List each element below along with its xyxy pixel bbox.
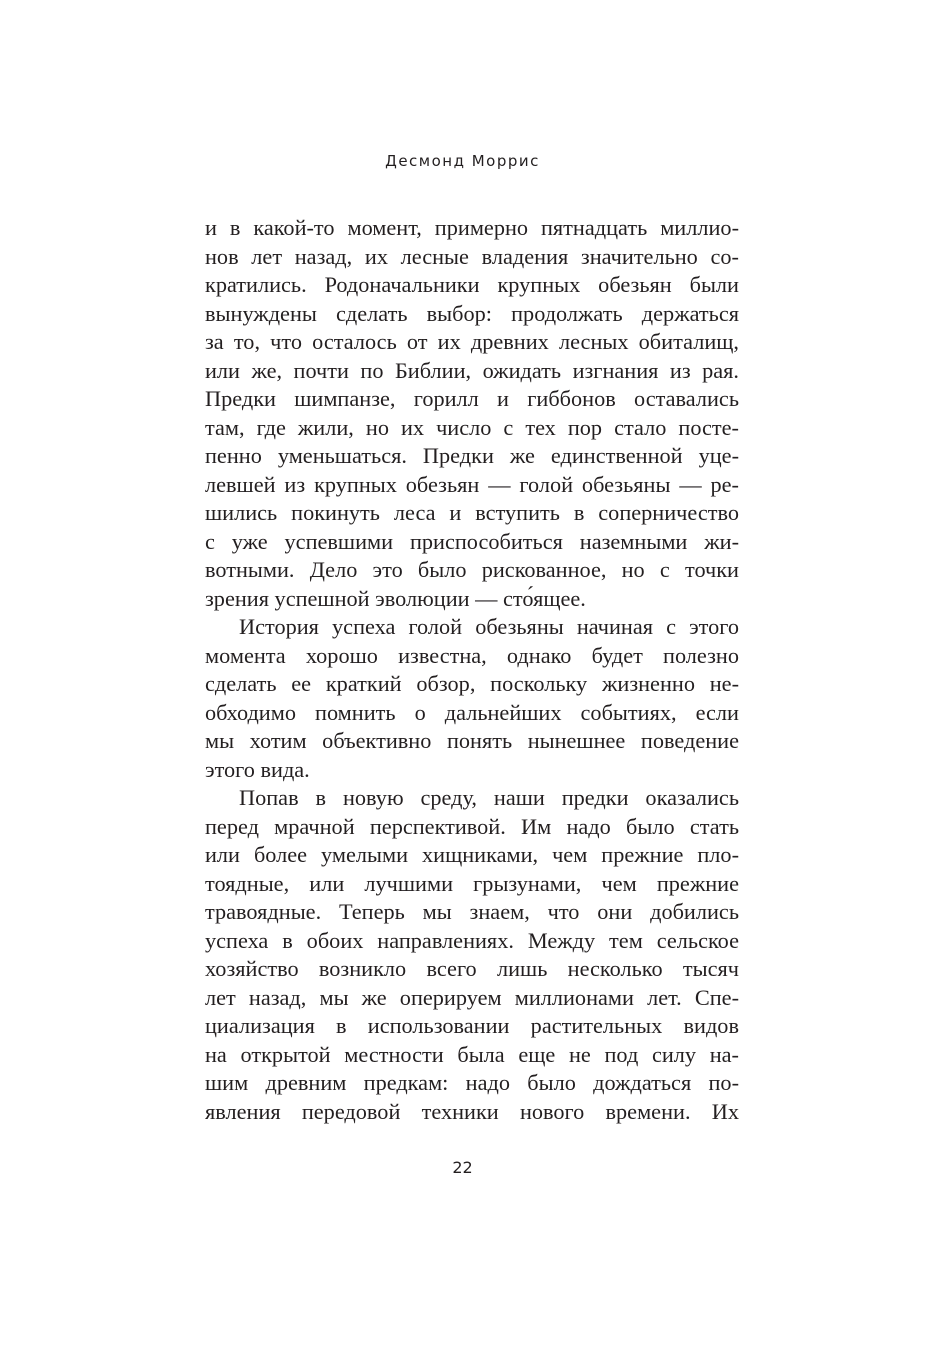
text-line: перед мрачной перспективой. Им надо было стать xyxy=(205,813,739,839)
text-line: мы хотим объективно понять нынешнее поведение xyxy=(205,728,739,753)
text-line: за то, что осталось от их древних лесных обиталищ, xyxy=(205,329,739,354)
text-line: явления передовой техники нового времени. Их xyxy=(205,1098,739,1124)
text-line: момента хорошо известна, однако будет полезно xyxy=(205,642,739,668)
text-line: тоядные, или лучшими грызунами, чем прежние xyxy=(205,870,739,896)
text-line: сделать ее краткий обзор, поскольку жизненно не- xyxy=(205,671,739,696)
text-line: вынуждены сделать выбор: продолжать держаться xyxy=(205,300,739,326)
body-text xyxy=(205,214,739,1126)
text-line: и в какой-то момент, примерно пятнадцать миллио- xyxy=(205,215,739,240)
text-line: шим древним предкам: надо было дождаться по- xyxy=(205,1070,739,1095)
text-line: Предки шимпанзе, горилл и гиббонов оставались xyxy=(205,386,739,411)
text-line: этого вида. xyxy=(205,756,310,782)
text-line: пенно уменьшаться. Предки же единственной уце- xyxy=(205,443,739,468)
text-line: успеха в обоих направлениях. Между тем сельское xyxy=(205,927,739,953)
text-line: вотными. Дело это было рискованное, но с точки xyxy=(205,557,739,582)
text-line: там, где жили, но их число с тех пор стало посте- xyxy=(205,414,739,440)
text-line: шились покинуть леса и вступить в соперничество xyxy=(205,500,739,525)
text-line: кратились. Родоначальники крупных обезьян были xyxy=(205,272,739,297)
page-number: 22 xyxy=(452,1158,473,1177)
text-line: хозяйство возникло всего лишь несколько тысяч xyxy=(205,956,739,981)
paragraph-1 xyxy=(205,214,739,613)
text-line: левшей из крупных обезьян — голой обезьяны — ре- xyxy=(205,471,739,497)
paragraph-3 xyxy=(205,784,739,1126)
text-line: нов лет назад, их лесные владения значительно со- xyxy=(205,243,739,269)
text-line: с уже успевшими приспособиться наземными жи- xyxy=(205,528,739,554)
paragraph-2 xyxy=(205,613,739,784)
text-line: Попав в новую среду, наши предки оказались xyxy=(239,785,739,810)
running-head: Десмонд Моррис xyxy=(385,152,540,170)
text-line: зрения успешной эволюции — сто́ящее. xyxy=(205,585,586,611)
text-line: на открытой местности была еще не под силу на- xyxy=(205,1041,739,1067)
text-line: обходимо помнить о дальнейших событиях, если xyxy=(205,699,739,725)
text-line: лет назад, мы же оперируем миллионами лет. Спе- xyxy=(205,984,739,1010)
text-line: циализация в использовании растительных видов xyxy=(205,1013,739,1038)
text-line: или более умелыми хищниками, чем прежние пло- xyxy=(205,842,739,867)
text-line: травоядные. Теперь мы знаем, что они добились xyxy=(205,899,739,924)
text-line: История успеха голой обезьяны начиная с этого xyxy=(239,614,739,639)
text-line: или же, почти по Библии, ожидать изгнания из рая. xyxy=(205,357,739,383)
